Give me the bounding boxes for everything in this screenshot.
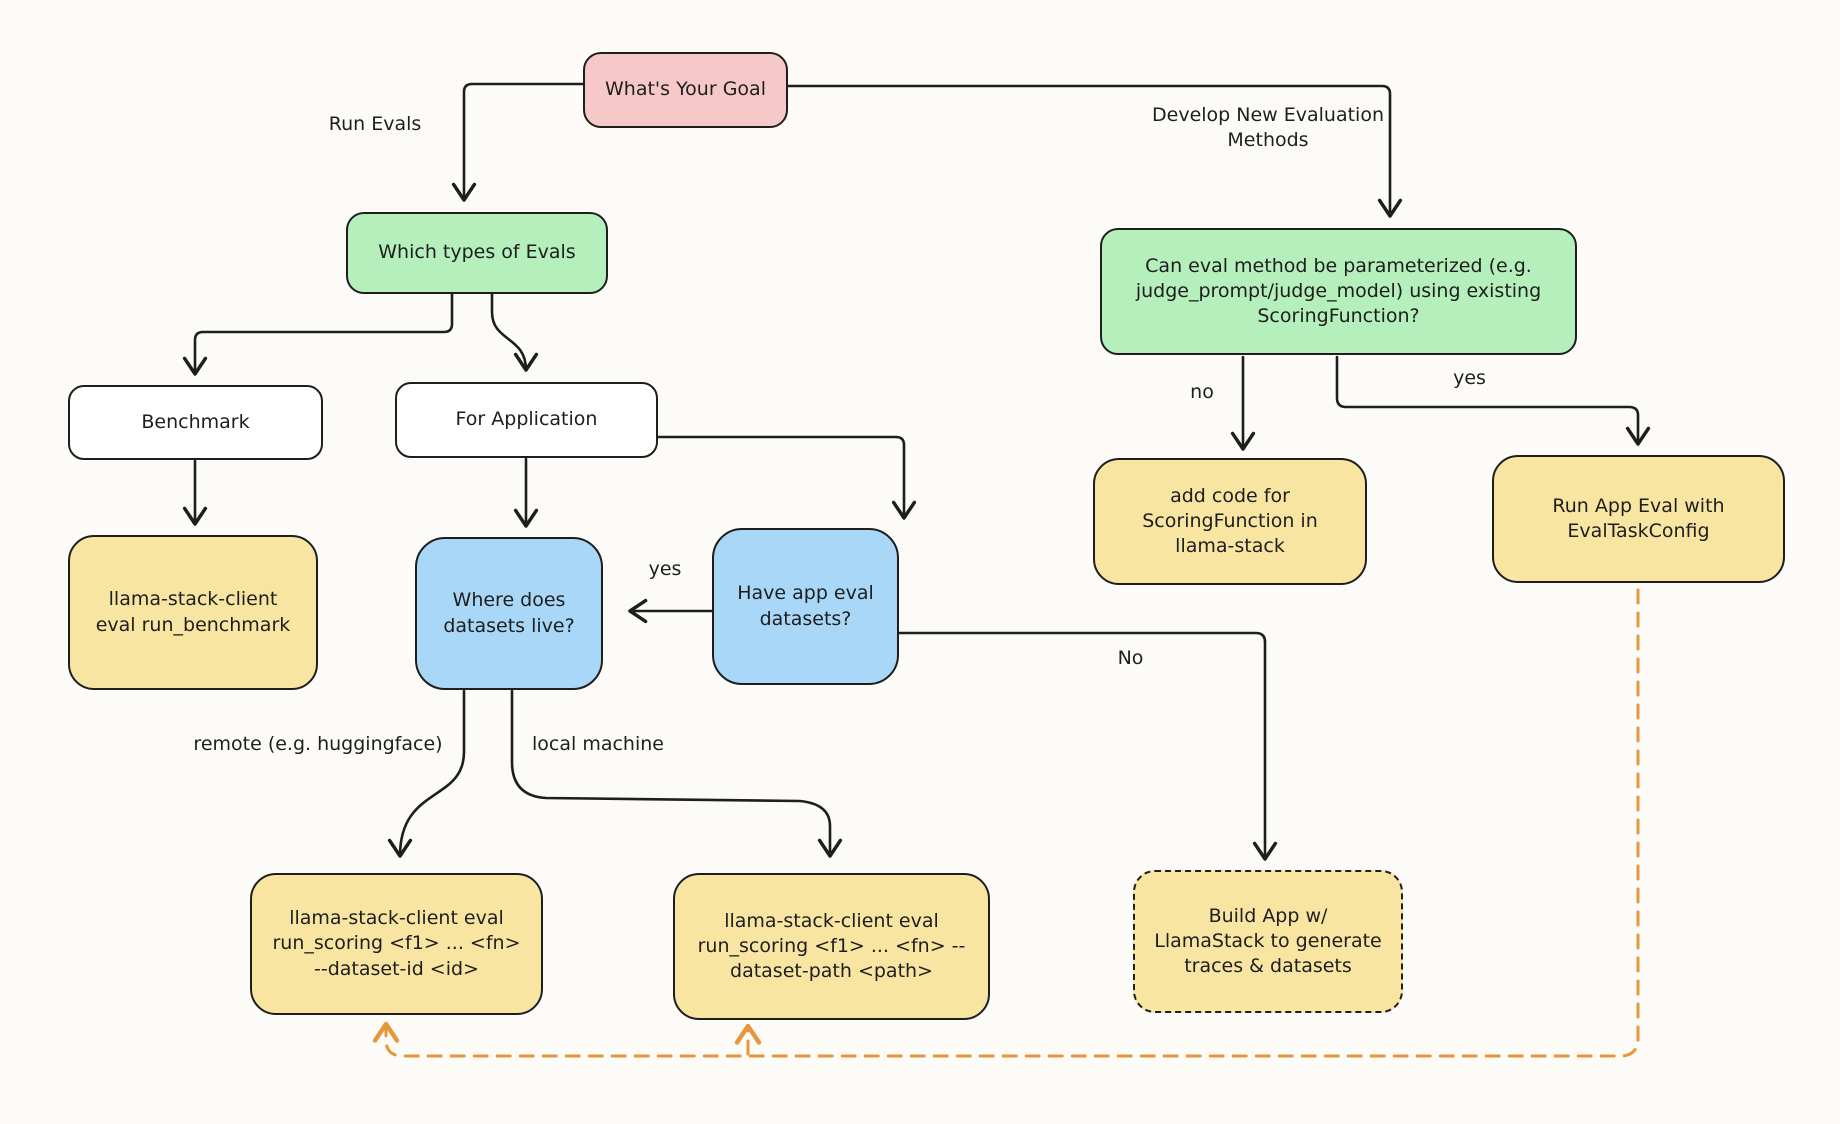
edge-label-run-evals: Run Evals [328,113,422,135]
node-add-code-scoringfunction [1093,458,1367,585]
edge-label-no: no [1190,381,1214,403]
node-run-benchmark-command-label: llama-stack-client eval run_benchmark [95,588,291,636]
edge-where-datasets-remote [400,691,464,856]
node-run-benchmark-command [68,535,318,690]
node-for-application-label: For Application [455,408,598,431]
node-whats-your-goal-label: What's Your Goal [605,78,766,101]
node-add-code-scoringfunction-label: add code for ScoringFunction in llama-stack [1142,484,1318,558]
node-run-scoring-dataset-id [250,873,543,1015]
edge-label-no-cap: No [1117,647,1144,669]
node-benchmark-label: Benchmark [141,410,250,433]
node-run-scoring-dataset-path-label: llama-stack-client eval run_scoring <f1> ... <fn> --dataset-path <path> [697,909,966,983]
node-benchmark [68,385,323,460]
edge-label-yes-right: yes [1453,367,1486,389]
node-whats-your-goal [583,52,788,128]
edge-for-application-to-have-datasets [659,437,904,518]
edge-goal-to-which-types [464,84,583,200]
node-which-types-of-evals [346,212,608,294]
node-run-scoring-dataset-id-label: llama-stack-client eval run_scoring <f1> ... <fn> --dataset-id <id> [272,907,521,980]
node-have-app-eval-datasets [712,528,899,685]
node-can-eval-method-parameterized [1100,228,1577,355]
node-run-app-eval-evaltaskconfig [1492,455,1785,583]
node-which-types-of-evals-label: Which types of Evals [378,241,576,264]
edge-which-types-to-benchmark [195,294,452,374]
node-where-does-datasets-live-label: Where does datasets live? [443,589,575,637]
node-where-does-datasets-live [415,537,603,690]
edge-which-types-to-for-application [492,294,526,370]
edge-label-develop-new-evaluation-methods: Develop New Evaluation Methods [1152,104,1384,151]
edge-where-datasets-local [512,691,830,856]
node-build-app-llamastack [1133,870,1403,1013]
edge-have-datasets-to-build-app-no [899,633,1265,859]
edge-label-yes-mid: yes [648,558,682,580]
node-run-scoring-dataset-path [673,873,990,1020]
node-for-application [395,382,658,458]
edge-label-remote-huggingface: remote (e.g. huggingface) [193,733,443,755]
edge-label-local-machine: local machine [532,733,664,755]
node-can-eval-method-parameterized-label: Can eval method be parameterized (e.g. judge_prompt/judge_model) using existing ScoringFunction? [1135,254,1542,328]
node-build-app-llamastack-label: Build App w/ LlamaStack to generate traces & datasets [1154,904,1382,978]
node-have-app-eval-datasets-label: Have app eval datasets? [737,582,874,630]
node-run-app-eval-evaltaskconfig-label: Run App Eval with EvalTaskConfig [1552,494,1725,542]
